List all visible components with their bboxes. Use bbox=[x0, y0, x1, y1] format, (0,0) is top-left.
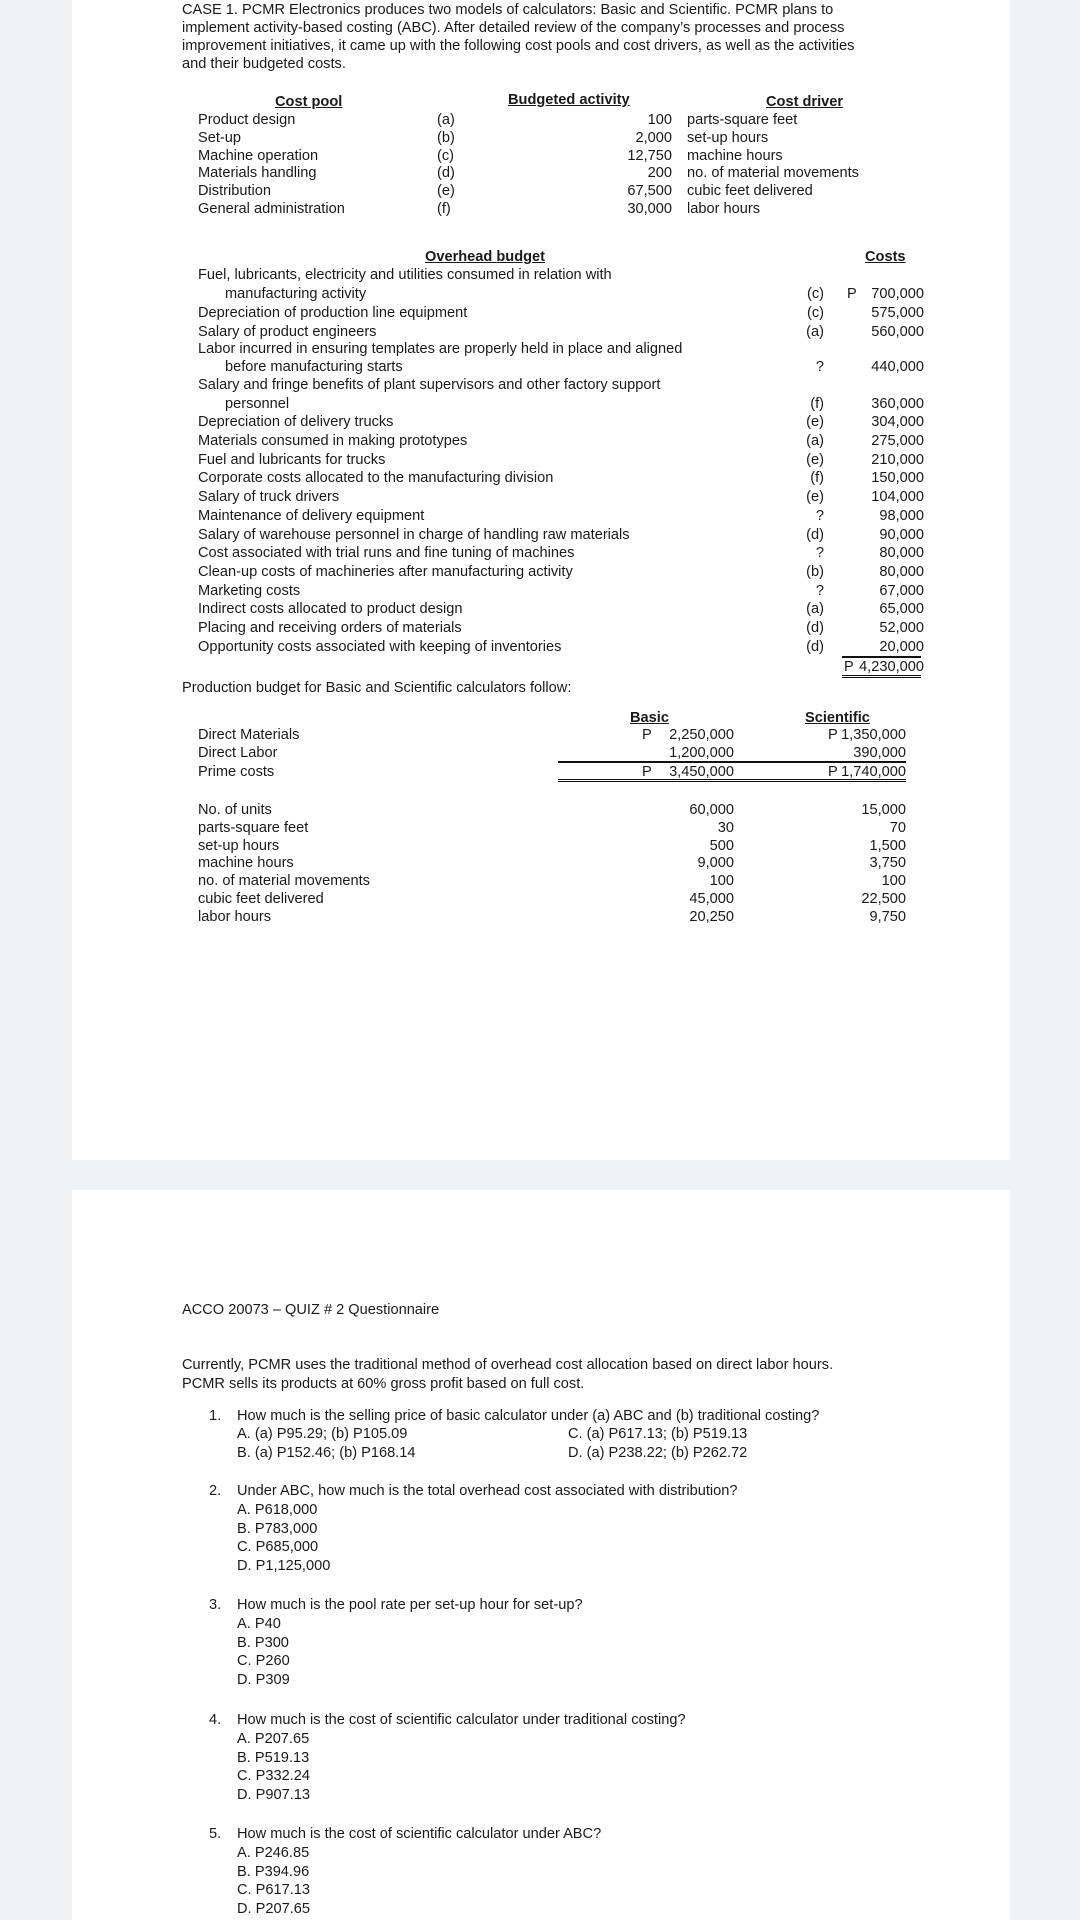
basic-value: 30 bbox=[717, 819, 734, 836]
scientific-value: 1,350,000 bbox=[841, 727, 906, 743]
basic-value: 45,000 bbox=[689, 891, 734, 907]
question-number: 1. bbox=[209, 1408, 222, 1424]
overhead-item-cost: 275,000 bbox=[871, 433, 924, 449]
cost-pool-name: Distribution bbox=[198, 183, 271, 200]
production-row-label: Direct Labor bbox=[198, 745, 278, 761]
basic-column-header: Basic bbox=[630, 710, 669, 726]
scientific-column-header: Scientific bbox=[805, 710, 870, 726]
costs-header: Costs bbox=[865, 249, 906, 265]
question-number: 5. bbox=[209, 1826, 222, 1842]
overhead-item-label: Clean-up costs of machineries after manufacturing activity bbox=[198, 564, 573, 580]
overhead-item-label: Depreciation of delivery trucks bbox=[198, 414, 394, 430]
answer-option[interactable]: B. P519.13 bbox=[237, 1749, 310, 1766]
question-number: 3. bbox=[209, 1597, 222, 1613]
answer-option[interactable]: A. (a) P95.29; (b) P105.09 bbox=[237, 1426, 408, 1442]
cost-driver-header: Cost driver bbox=[766, 94, 844, 110]
quiz-header: ACCO 20073 – QUIZ # 2 Questionnaire bbox=[182, 1302, 440, 1318]
cost-driver-name: set-up hours bbox=[687, 129, 769, 146]
currency-symbol: P bbox=[828, 727, 838, 743]
production-row-label: set-up hours bbox=[198, 837, 280, 854]
overhead-item-pool-code: (b) bbox=[806, 564, 824, 580]
question-text: How much is the cost of scientific calculator under ABC? bbox=[237, 1826, 602, 1842]
cost-pool-name: Materials handling bbox=[198, 165, 317, 182]
answer-option[interactable]: D. P907.13 bbox=[237, 1787, 311, 1804]
answer-option[interactable]: B. P394.96 bbox=[237, 1863, 310, 1880]
scientific-value: 9,750 bbox=[869, 908, 906, 925]
overhead-item-label: Salary of product engineers bbox=[198, 324, 377, 340]
production-row-label: machine hours bbox=[198, 855, 294, 872]
budgeted-activity-header: Budgeted activity bbox=[508, 92, 630, 108]
overhead-item-pool-code: (e) bbox=[806, 489, 824, 505]
basic-value: 20,250 bbox=[689, 908, 734, 925]
basic-value: 9,000 bbox=[697, 855, 734, 872]
overhead-item-pool-code: (d) bbox=[806, 639, 824, 655]
overhead-item-pool-code: (e) bbox=[806, 452, 824, 468]
cost-pool-code: (a) bbox=[437, 112, 455, 128]
overhead-item-label: before manufacturing starts bbox=[225, 359, 403, 375]
answer-option[interactable]: B. (a) P152.46; (b) P168.14 bbox=[237, 1445, 416, 1461]
overhead-item-label: Labor incurred in ensuring templates are properly held in place and aligned bbox=[198, 341, 683, 357]
document-page-2 bbox=[72, 1190, 1010, 1920]
overhead-item-pool-code: (c) bbox=[806, 286, 824, 302]
overhead-item-label: manufacturing activity bbox=[225, 286, 367, 302]
answer-option[interactable]: A. P40 bbox=[237, 1615, 281, 1632]
overhead-item-label: Indirect costs allocated to product design bbox=[198, 601, 463, 617]
budgeted-activity-value: 2,000 bbox=[635, 129, 672, 146]
production-row-label: labor hours bbox=[198, 908, 272, 925]
overhead-item-cost: 67,000 bbox=[879, 583, 924, 599]
overhead-item-pool-code: (f) bbox=[810, 396, 824, 412]
scientific-value: 390,000 bbox=[853, 745, 906, 761]
budgeted-activity-value: 30,000 bbox=[627, 201, 672, 217]
question-text: How much is the pool rate per set-up hour for set-up? bbox=[237, 1597, 583, 1613]
answer-option[interactable]: C. (a) P617.13; (b) P519.13 bbox=[568, 1426, 748, 1442]
answer-option[interactable]: A. P246.85 bbox=[237, 1844, 310, 1861]
overhead-item-cost: 52,000 bbox=[879, 620, 924, 636]
cost-pool-name: General administration bbox=[198, 201, 345, 217]
overhead-item-cost: 98,000 bbox=[879, 508, 924, 524]
subtotal-rule bbox=[842, 656, 921, 658]
cost-pool-header: Cost pool bbox=[275, 94, 343, 110]
overhead-item-pool-code: (c) bbox=[806, 305, 824, 321]
document-page-1 bbox=[72, 0, 1010, 1160]
production-intro: Production budget for Basic and Scientific calculators follow: bbox=[182, 680, 572, 696]
overhead-item-label: Fuel, lubricants, electricity and utilities consumed in relation with bbox=[198, 267, 612, 283]
overhead-item-cost: 80,000 bbox=[879, 564, 924, 580]
overhead-item-label: Corporate costs allocated to the manufacturing division bbox=[198, 470, 554, 486]
scientific-value: 3,750 bbox=[869, 855, 906, 872]
scientific-value: 1,740,000 bbox=[841, 764, 906, 780]
overhead-item-cost: 90,000 bbox=[879, 527, 924, 543]
quiz-intro-line: Currently, PCMR uses the traditional method of overhead cost allocation based on direct labor hours. bbox=[182, 1357, 834, 1373]
answer-option[interactable]: D. P207.65 bbox=[237, 1901, 311, 1918]
currency-symbol: P bbox=[642, 764, 652, 780]
production-row-label: Prime costs bbox=[198, 764, 275, 780]
scientific-value: 1,500 bbox=[869, 837, 906, 854]
production-row-label: Direct Materials bbox=[198, 727, 300, 743]
question-text: Under ABC, how much is the total overhead cost associated with distribution? bbox=[237, 1483, 738, 1499]
currency-symbol: P bbox=[828, 764, 838, 780]
production-row-label: No. of units bbox=[198, 802, 272, 818]
overhead-item-cost: 560,000 bbox=[871, 324, 924, 340]
overhead-item-label: Placing and receiving orders of materials bbox=[198, 620, 462, 636]
basic-value: 2,250,000 bbox=[669, 727, 734, 743]
cost-pool-name: Product design bbox=[198, 112, 296, 128]
question-number: 2. bbox=[209, 1483, 222, 1499]
overhead-item-pool-code: ? bbox=[815, 359, 824, 375]
overhead-item-label: Opportunity costs associated with keeping of inventories bbox=[198, 639, 562, 655]
answer-option[interactable]: D. P1,125,000 bbox=[237, 1558, 331, 1575]
overhead-item-pool-code: (d) bbox=[806, 527, 824, 543]
budgeted-activity-value: 67,500 bbox=[627, 183, 672, 200]
cost-driver-name: no. of material movements bbox=[687, 165, 859, 182]
cost-pool-code: (d) bbox=[437, 165, 455, 182]
overhead-item-cost: 700,000 bbox=[871, 286, 924, 302]
cost-driver-name: machine hours bbox=[687, 147, 783, 164]
scientific-value: 70 bbox=[889, 819, 906, 836]
budgeted-activity-value: 12,750 bbox=[627, 147, 672, 164]
production-row-label: cubic feet delivered bbox=[198, 891, 324, 907]
overhead-budget-title: Overhead budget bbox=[425, 249, 546, 265]
overhead-item-pool-code: (a) bbox=[806, 433, 824, 449]
overhead-item-label: Marketing costs bbox=[198, 583, 301, 599]
question-number: 4. bbox=[209, 1712, 222, 1728]
overhead-item-pool-code: ? bbox=[815, 508, 824, 524]
overhead-item-label: Salary of truck drivers bbox=[198, 489, 340, 505]
cost-pool-name: Set-up bbox=[198, 129, 241, 146]
overhead-item-label: Salary of warehouse personnel in charge of handling raw materials bbox=[198, 527, 630, 543]
cost-driver-name: labor hours bbox=[687, 201, 761, 217]
answer-option[interactable]: A. P618,000 bbox=[237, 1501, 318, 1518]
overhead-item-pool-code: ? bbox=[815, 583, 824, 599]
overhead-item-cost: 20,000 bbox=[879, 639, 924, 655]
answer-option[interactable]: D. (a) P238.22; (b) P262.72 bbox=[568, 1445, 748, 1461]
production-row-label: no. of material movements bbox=[198, 873, 370, 890]
overhead-item-cost: 80,000 bbox=[879, 545, 924, 561]
basic-value: 60,000 bbox=[689, 802, 734, 818]
overhead-item-cost: 150,000 bbox=[871, 470, 924, 486]
overhead-item-label: Depreciation of production line equipment bbox=[198, 305, 468, 321]
answer-option[interactable]: B. P300 bbox=[237, 1634, 289, 1651]
scientific-value: 22,500 bbox=[861, 891, 906, 907]
case-intro-line: CASE 1. PCMR Electronics produces two models of calculators: Basic and Scientific. PCMR plans to bbox=[182, 2, 834, 18]
basic-value: 500 bbox=[709, 837, 734, 854]
cost-pool-code: (f) bbox=[437, 201, 451, 217]
overhead-item-pool-code: (f) bbox=[810, 470, 824, 486]
answer-option[interactable]: B. P783,000 bbox=[237, 1520, 318, 1537]
overhead-item-cost: 440,000 bbox=[871, 359, 924, 375]
basic-value: 1,200,000 bbox=[669, 745, 734, 761]
answer-option[interactable]: C. P617.13 bbox=[237, 1882, 311, 1899]
overhead-item-label: Fuel and lubricants for trucks bbox=[198, 452, 386, 468]
scientific-value: 15,000 bbox=[861, 802, 906, 818]
overhead-item-cost: 65,000 bbox=[879, 601, 924, 617]
question-text: How much is the cost of scientific calculator under traditional costing? bbox=[237, 1712, 686, 1728]
overhead-item-label: personnel bbox=[225, 396, 290, 412]
case-intro-line: implement activity-based costing (ABC). After detailed review of the company’s processes and process bbox=[182, 20, 845, 36]
budgeted-activity-value: 200 bbox=[647, 165, 672, 182]
overhead-item-cost: 304,000 bbox=[871, 414, 924, 430]
currency-symbol: P bbox=[642, 727, 652, 743]
answer-option[interactable]: A. P207.65 bbox=[237, 1730, 310, 1747]
overhead-item-pool-code: (a) bbox=[806, 601, 824, 617]
basic-value: 3,450,000 bbox=[669, 764, 734, 780]
overhead-item-label: Cost associated with trial runs and fine tuning of machines bbox=[198, 545, 575, 561]
overhead-item-label: Salary and fringe benefits of plant supervisors and other factory support bbox=[198, 377, 661, 393]
case-intro-line: and their budgeted costs. bbox=[182, 56, 346, 72]
overhead-item-pool-code: (d) bbox=[806, 620, 824, 636]
cost-pool-code: (b) bbox=[437, 129, 455, 146]
budgeted-activity-value: 100 bbox=[647, 112, 672, 128]
production-row-label: parts-square feet bbox=[198, 819, 309, 836]
answer-option[interactable]: C. P260 bbox=[237, 1653, 290, 1670]
overhead-item-pool-code: (e) bbox=[806, 414, 824, 430]
overhead-item-cost: 104,000 bbox=[871, 489, 924, 505]
case-intro-line: improvement initiatives, it came up with the following cost pools and cost drivers, as well as the activities bbox=[182, 38, 855, 54]
question-text: How much is the selling price of basic calculator under (a) ABC and (b) traditional costing? bbox=[237, 1408, 820, 1424]
cost-pool-name: Machine operation bbox=[198, 147, 319, 164]
overhead-item-cost: 360,000 bbox=[871, 396, 924, 412]
overhead-total: 4,230,000 bbox=[859, 659, 924, 675]
answer-option[interactable]: C. P685,000 bbox=[237, 1539, 319, 1556]
cost-pool-code: (c) bbox=[437, 147, 455, 164]
currency-symbol: P bbox=[844, 659, 854, 675]
overhead-item-pool-code: (a) bbox=[806, 324, 824, 340]
quiz-intro-line: PCMR sells its products at 60% gross profit based on full cost. bbox=[182, 1376, 585, 1392]
basic-value: 100 bbox=[709, 873, 734, 890]
overhead-item-label: Maintenance of delivery equipment bbox=[198, 508, 425, 524]
answer-option[interactable]: C. P332.24 bbox=[237, 1768, 311, 1785]
cost-driver-name: parts-square feet bbox=[687, 112, 798, 128]
overhead-item-label: Materials consumed in making prototypes bbox=[198, 433, 468, 449]
cost-pool-code: (e) bbox=[437, 183, 455, 200]
answer-option[interactable]: D. P309 bbox=[237, 1672, 290, 1689]
total-double-rule bbox=[842, 675, 921, 678]
overhead-item-cost: 575,000 bbox=[871, 305, 924, 321]
overhead-item-cost: 210,000 bbox=[871, 452, 924, 468]
cost-driver-name: cubic feet delivered bbox=[687, 183, 813, 200]
currency-symbol: P bbox=[847, 286, 857, 302]
overhead-item-pool-code: ? bbox=[815, 545, 824, 561]
scientific-value: 100 bbox=[881, 873, 906, 890]
